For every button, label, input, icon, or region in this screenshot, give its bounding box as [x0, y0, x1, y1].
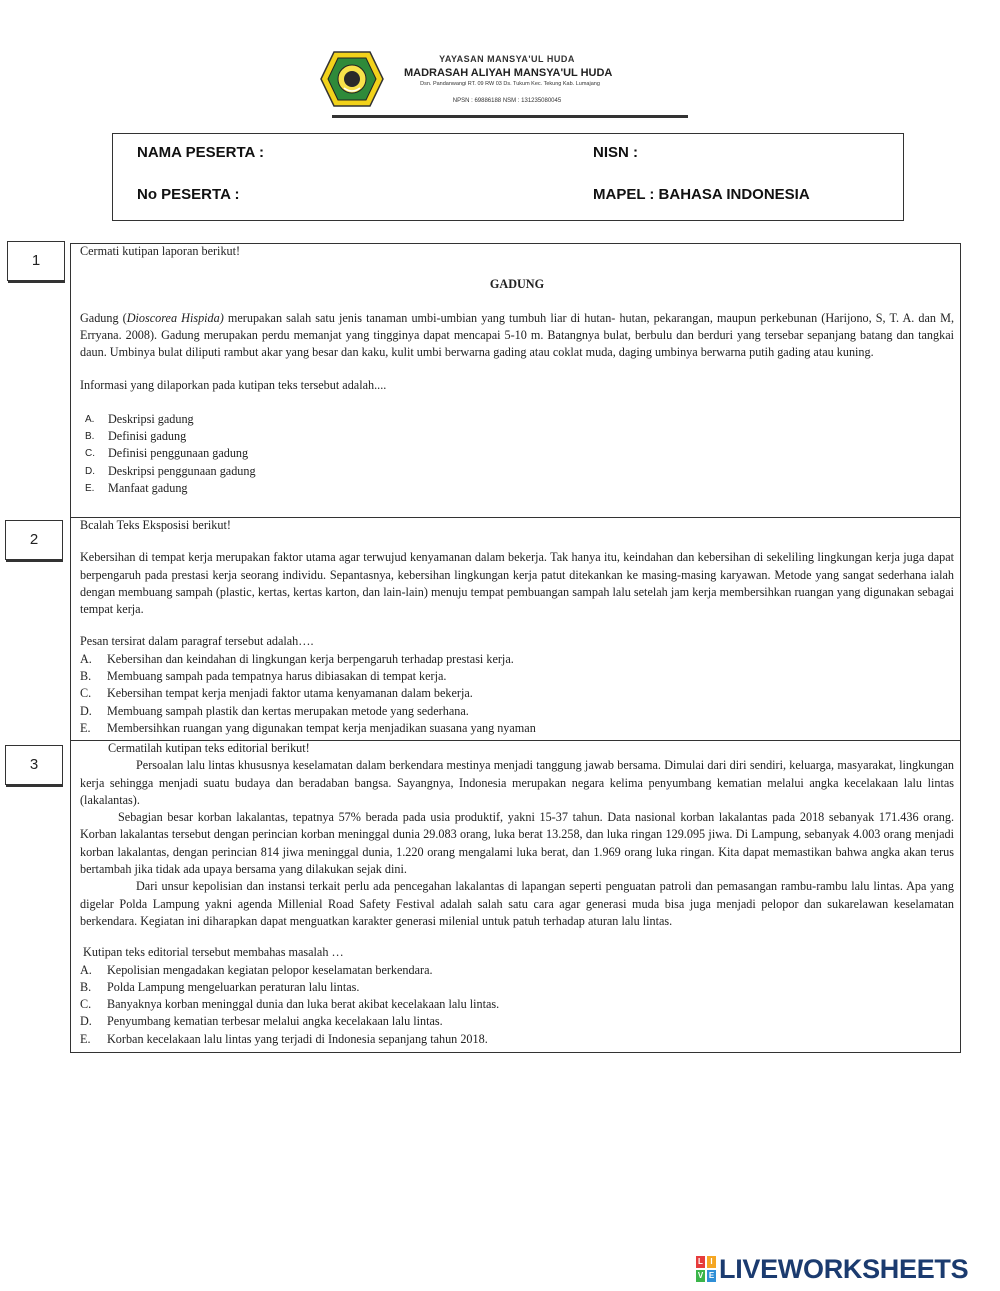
q3-option-e[interactable]: E. Korban kecelakaan lalu lintas yang terjadi di Indonesia sepanjang tahun 2018.	[80, 1031, 488, 1046]
brand-wordmark: LIVEWORKSHEETS	[719, 1253, 969, 1284]
question-number-3: 3	[5, 745, 63, 785]
q3-option-a[interactable]: A. Kepolisian mengadakan kegiatan pelopor keselamatan berkendara.	[80, 962, 433, 977]
q3-prompt: Kutipan teks editorial tersebut membahas masalah …	[80, 945, 344, 960]
school-ids: NPSN : 69886188 NSM : 131235080045	[452, 98, 562, 104]
q1-prompt: Informasi yang dilaporkan pada kutipan teks tersebut adalah....	[80, 378, 387, 393]
question-number-2: 2	[5, 520, 63, 560]
q3-option-d[interactable]: D. Penyumbang kematian terbesar melalui angka kecelakaan lalu lintas.	[80, 1014, 443, 1029]
cube-i: I	[707, 1256, 716, 1268]
school-address: Dsn. Pandanwangi RT. 09 RW 03 Ds. Tukum Kec. Tekung Kab. Lumajang	[420, 81, 600, 87]
q2-option-b[interactable]: B. Membuang sampah pada tempatnya harus dibiasakan di tempat kerja.	[80, 669, 447, 684]
q1-instruction: Cermati kutipan laporan berikut!	[80, 244, 241, 258]
q2-option-e[interactable]: E. Membersihkan ruangan yang digunakan tempat kerja menjadikan suasana yang nyaman	[80, 720, 536, 735]
nisn-label: NISN :	[593, 144, 638, 161]
q2-option-d[interactable]: D. Membuang sampah plastik dan kertas merupakan metode yang sederhana.	[80, 703, 469, 718]
q3-paragraph-1: Persoalan lalu lintas khususnya keselamatan dalam berkendara mestinya menjadi tanggung jawab bersama. Dimulai dari diri sendiri, keluarga, masyarakat, lingkungan kerja sehingga menjadi suatu budaya dan beradaban bangsa. Sayangnya, Indonesia merupakan negara kelima penyumbang kematian melalui angka kecelakaan lalu lintas (lakalantas).	[80, 758, 954, 807]
cube-e: E	[708, 1271, 715, 1280]
q2-prompt: Pesan tersirat dalam paragraf tersebut adalah….	[80, 634, 314, 649]
q1-option-e[interactable]: E. Manfaat gadung	[85, 480, 188, 495]
liveworksheets-logo[interactable]	[696, 1253, 968, 1285]
live-cubes-icon	[696, 1256, 716, 1282]
school-name: MADRASAH ALIYAH MANSYA'UL HUDA	[404, 67, 613, 79]
mapel-label: MAPEL : BAHASA INDONESIA	[593, 186, 810, 203]
q3-option-c[interactable]: C. Banyaknya korban meninggal dunia dan luka berat akibat kecelakaan lalu lintas.	[80, 997, 500, 1012]
no-peserta-label: No PESERTA :	[137, 186, 240, 203]
q2-option-a[interactable]: A. Kebersihan dan keindahan di lingkungan kerja berpengaruh terhadap prestasi kerja.	[80, 651, 514, 666]
letterhead-divider	[332, 115, 688, 118]
q1-option-c[interactable]: C. Definisi penggunaan gadung	[85, 446, 249, 461]
q1-option-d[interactable]: D. Deskripsi penggunaan gadung	[85, 463, 256, 478]
q3-options	[80, 962, 954, 1048]
school-logo	[320, 50, 384, 108]
q2-options	[80, 651, 954, 737]
q1-paragraph: Gadung (Dioscorea Hispida) merupakan salah satu jenis tanaman umbi-umbian yang tumbuh liar di hutan- hutan, pekarangan, maupun perkebunan (Harijono, S, T. A. dan M, Erryana. 2008). Gadung merupakan perdu memanjat yang tingginya dapat mencapai 5-10 m. Batangnya bulat, berbulu dan berduri yang tersebar sepanjang batang dan tangkai daun. Umbinya bulat diliputi rambut akar yang besar dan kaku, kulit umbi berwarna gading atau coklat muda, daging umbinya berwarna putih gading atau kuning.	[80, 310, 954, 360]
q1-title: GADUNG	[489, 277, 545, 292]
q2-option-c[interactable]: C. Kebersihan tempat kerja menjadi faktor utama kenyamanan dalam bekerja.	[80, 686, 473, 701]
cube-v: V	[697, 1271, 704, 1280]
foundation-name: YAYASAN MANSYA'UL HUDA	[439, 54, 575, 64]
nama-peserta-label: NAMA PESERTA :	[137, 144, 264, 161]
q2-paragraph: Kebersihan di tempat kerja merupakan faktor utama agar terwujud kenyamanan dalam bekerja. Tak hanya itu, keindahan dan kebersihan di sekeliling lingkungan kerja juga dapat berpengaruh pada prestasi kerja seorang individu. Sepantasnya, kebersihan lingkungan kerja patut ditekankan ke masing-masing karyawan. Metode yang sangat sederhana ialah dengan membuang sampah (plastic, kertas, kertas karton, dan lain-lain) menuju tempat pembuangan sampah lalu setelah jam kerja membersihkan ruangan yang digunakan sebagai tempat kerja.	[80, 550, 954, 617]
identity-box	[112, 133, 904, 221]
question-1	[80, 243, 954, 497]
q1-scientific-name: Dioscorea Hispida)	[126, 310, 224, 325]
cube-l: L	[696, 1256, 705, 1268]
question-2	[80, 517, 954, 737]
q3-instruction: Cermatilah kutipan teks editorial berikut!	[108, 741, 310, 755]
q3-option-b[interactable]: B. Polda Lampung mengeluarkan peraturan lalu lintas.	[80, 979, 360, 994]
q2-instruction: Bcalah Teks Eksposisi berikut!	[80, 518, 231, 532]
q1-options	[80, 411, 954, 497]
q1-option-b[interactable]: B. Definisi gadung	[85, 429, 187, 444]
q3-paragraph-3: Dari unsur kepolisian dan instansi terkait perlu ada pencegahan lakalantas di lapangan seperti penguatan patroli dan pemasangan rambu-rambu lalu lintas. Apa yang digelar Polda Lampung yakni agenda Millenial Road Safety Festival adalah salah satu cara agar generasi muda bisa juga menjadi pelopor dan sukarelawan keselamatan berkendara. Kegiatan ini diharapkan dapat menguatkan karakter generasi milenial untuk patuh terhadap aturan lalu lintas.	[80, 879, 954, 928]
question-number-1: 1	[7, 241, 65, 281]
question-3	[80, 740, 954, 1048]
q1-option-a[interactable]: A. Deskripsi gadung	[85, 411, 194, 426]
q3-paragraph-2: Sebagian besar korban lakalantas, tepatnya 57% berada pada usia produktif, yakni 15-37 tahun. Data nasional korban lakalantas pada 2018 sebanyak 171.436 orang. Korban lakalantas tersebut dengan perincian korban meninggal dunia 29.083 orang, luka berat 13.258, dan luka ringan 129.095 jiwa. Di Lampung, sebanyak 4.003 orang menjadi korban lakalantas, dengan perincian 814 jiwa meninggal dunia, 1.220 orang mengalami luka berat, dan 1.969 orang luka ringan. Kita dapat memastikan bahwa angka akan terus bertambah jika tidak ada upaya bersama yang dilakukan sejak dini.	[80, 810, 954, 877]
